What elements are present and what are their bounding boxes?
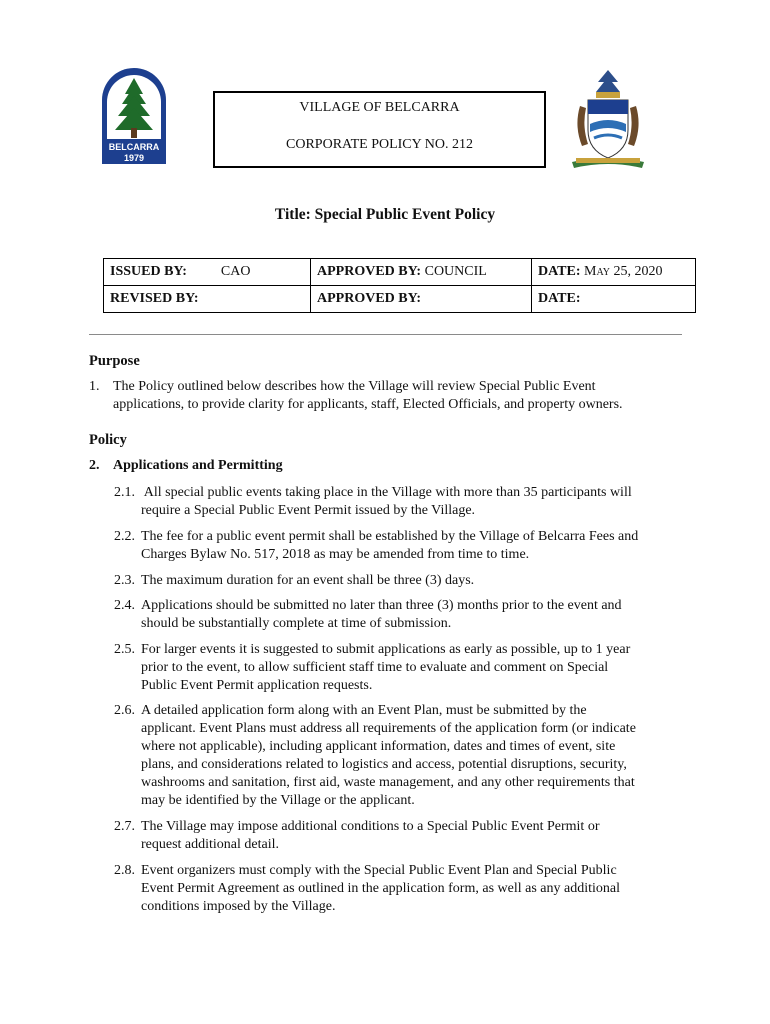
revised-by-label: REVISED BY: (110, 291, 199, 306)
item-number: 2.5. (114, 642, 135, 657)
section-title: Applications and Permitting (113, 458, 283, 473)
issued-by-cell (104, 259, 311, 286)
item-line: Charges Bylaw No. 517, 2018 as may be amended from time to time. (141, 547, 530, 562)
item-number: 2.3. (114, 573, 135, 588)
approved-by-value: COUNCIL (424, 264, 487, 279)
item-line: may be identified by the Village or the applicant. (141, 793, 415, 808)
table-row (104, 259, 696, 286)
item-line: prior to the event, to allow sufficient staff time to evaluate and comment on Special (141, 660, 609, 675)
date-value: May 25, 2020 (584, 264, 663, 279)
policy-heading: Policy (89, 432, 127, 448)
purpose-heading: Purpose (89, 353, 140, 369)
item-number: 2.4. (114, 598, 135, 613)
revised-by-cell (104, 286, 311, 313)
coat-of-arms (568, 66, 648, 170)
item-line: conditions imposed by the Village. (141, 899, 336, 914)
item-line: plans, and considerations related to logistics and access, potential disruptions, security, (141, 757, 627, 772)
item-line: Event organizers must comply with the Special Public Event Plan and Special Public (141, 863, 617, 878)
approved-by-cell (311, 259, 532, 286)
item-line: Applications should be submitted no later than three (3) months prior to the event and (141, 598, 622, 613)
item-line: The fee for a public event permit shall be established by the Village of Belcarra Fees and (141, 529, 639, 544)
item-line: For larger events it is suggested to submit applications as early as possible, up to 1 year (141, 642, 631, 657)
date-cell (532, 259, 696, 286)
item-line: applicant. Event Plans must address all requirements of the application form (or indicate (141, 721, 636, 736)
item-line: All special public events taking place in the Village with more than 35 participants will (141, 485, 632, 500)
issued-by-label: ISSUED BY: (110, 264, 187, 279)
item-number: 2.7. (114, 819, 135, 834)
item-line: where not applicable), including applicant information, dates and times of event, site (141, 739, 616, 754)
policy-number: CORPORATE POLICY NO. 212 (286, 137, 473, 152)
item-line: should be substantially complete at time of submission. (141, 616, 452, 631)
org-name: VILLAGE OF BELCARRA (299, 100, 460, 115)
purpose-line: applications, to provide clarity for applicants, staff, Elected Officials, and property owners. (113, 397, 623, 412)
approved-by-cell-2 (311, 286, 532, 313)
date-cell-2 (532, 286, 696, 313)
policy-info-table (103, 258, 696, 313)
divider (89, 334, 682, 335)
logo-name: BELCARRA (108, 142, 160, 152)
item-line: washrooms and sanitation, first aid, waste management, and any other requirements that (141, 775, 635, 790)
approved-by-label-2: APPROVED BY: (317, 291, 422, 306)
item-line: Event Permit Agreement as outlined in the application form, as well as any additional (141, 881, 620, 896)
item-line: Public Event Permit application requests. (141, 678, 373, 693)
approved-by-label: APPROVED BY: (317, 264, 422, 279)
item-number: 2.6. (114, 703, 135, 718)
purpose-line: The Policy outlined below describes how the Village will review Special Public Event (113, 379, 596, 394)
item-number: 2.8. (114, 863, 135, 878)
item-line: request additional detail. (141, 837, 280, 852)
belcarra-logo (98, 64, 170, 168)
item-number: 2.1. (114, 485, 135, 500)
item-line: The Village may impose additional conditions to a Special Public Event Permit or (141, 819, 600, 834)
issued-by-value: CAO (220, 264, 251, 279)
date-label: DATE: (538, 264, 581, 279)
header-box (213, 91, 546, 168)
logo-year: 1979 (123, 153, 145, 163)
section-number: 2. (89, 458, 100, 473)
item-line: The maximum duration for an event shall be three (3) days. (141, 573, 475, 588)
section-heading (89, 458, 283, 474)
item-number: 1. (89, 379, 100, 394)
table-row (104, 286, 696, 313)
item-line: require a Special Public Event Permit issued by the Village. (141, 503, 476, 518)
purpose-item (89, 378, 709, 418)
document-title: Title: Special Public Event Policy (274, 206, 496, 223)
item-line: A detailed application form along with an Event Plan, must be submitted by the (141, 703, 587, 718)
date-label-2: DATE: (538, 291, 581, 306)
item-number: 2.2. (114, 529, 135, 544)
